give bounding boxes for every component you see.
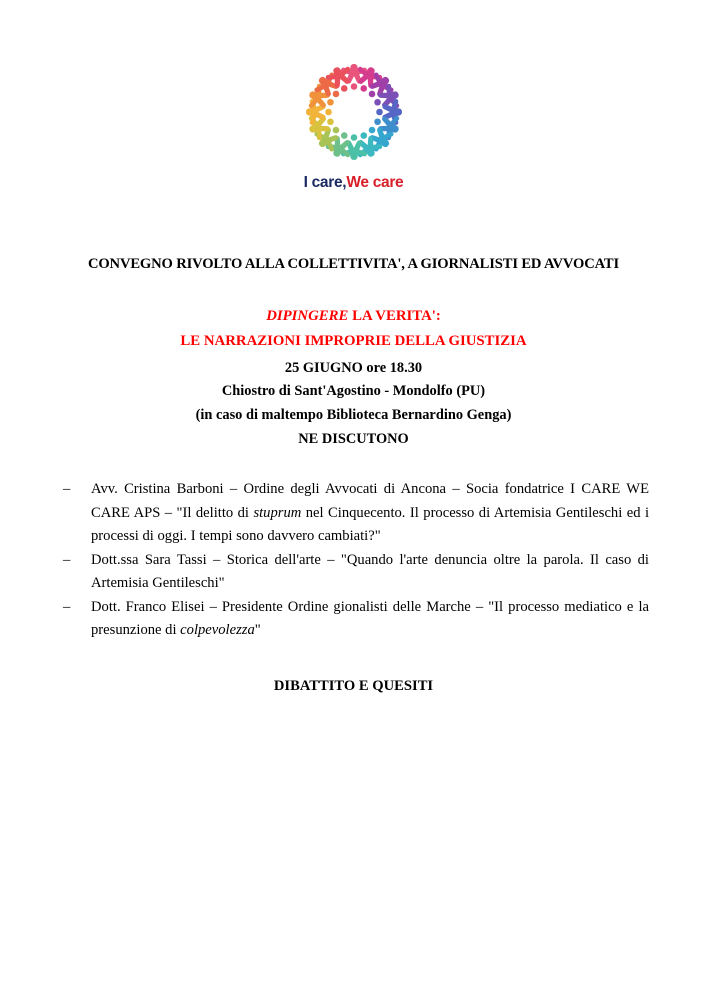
logo-tagline <box>304 174 404 192</box>
ring-of-people-icon <box>295 56 413 168</box>
speaker-entry-text <box>91 549 649 596</box>
dibattito-heading: DIBATTITO E QUESITI <box>273 678 434 694</box>
speaker-text-part-1: Dott. Franco Elisei – Presidente Ordine gionalisti delle Marche – "Il processo mediatico e la presunzione di <box>91 598 649 638</box>
speaker-text-part-1: Dott.ssa Sara Tassi – Storica dell'arte – "Quando l'arte denuncia oltre la parola. Il caso di Artemisia Gentileschi" <box>91 551 649 591</box>
event-title-line-1-plain: LA VERITA': <box>352 308 441 324</box>
logo-tagline-second: We care <box>346 174 404 191</box>
speaker-entry-text <box>91 596 649 643</box>
list-item <box>63 478 649 549</box>
event-title-italic-word: DIPINGERE <box>266 308 349 324</box>
speaker-list <box>63 478 649 643</box>
speaker-text-part-1: Avv. Cristina Barboni – Ordine degli Avvocati di Ancona – Socia fondatrice I CARE WE CARE APS – "Il delitto di <box>91 481 649 521</box>
ne-discutono-heading: NE DISCUTONO <box>298 431 409 447</box>
speaker-text-italic: stuprum <box>253 504 302 521</box>
event-title-line-2: LE NARRAZIONI IMPROPRIE DELLA GIUSTIZIA <box>180 333 527 349</box>
event-venue: Chiostro di Sant'Agostino - Mondolfo (PU) <box>221 383 486 399</box>
speaker-text-part-2: " <box>254 622 261 638</box>
list-item <box>63 596 649 643</box>
event-title-line-1 <box>0 308 707 325</box>
convegno-heading: CONVEGNO RIVOLTO ALLA COLLETTIVITA', A GIORNALISTI ED AVVOCATI <box>87 256 620 272</box>
event-date: 25 GIUGNO ore 18.30 <box>284 360 423 376</box>
list-item <box>63 549 649 596</box>
list-bullet-dash: – <box>63 551 71 568</box>
speaker-entry-text <box>91 478 649 549</box>
event-venue-alternate: (in caso di maltempo Biblioteca Bernardino Genga) <box>195 407 512 423</box>
speaker-text-part-2: nel Cinquecento. Il processo di Artemisia Gentileschi ed i processi di oggi. I tempi sono davvero cambiati?" <box>91 504 650 544</box>
organization-logo <box>0 56 707 192</box>
list-bullet-dash: – <box>63 598 71 615</box>
speaker-text-italic: colpevolezza <box>180 622 255 638</box>
logo-tagline-first: I care, <box>303 174 347 191</box>
list-bullet-dash: – <box>63 481 71 497</box>
